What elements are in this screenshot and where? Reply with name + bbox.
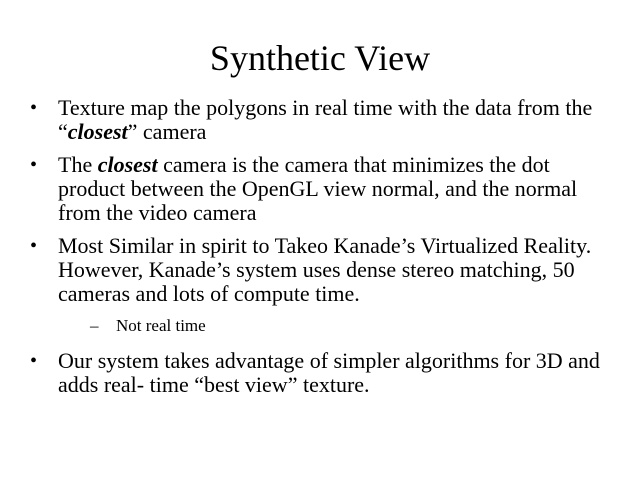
bullet-2-text-after: camera is the camera that minimizes the dot product between the OpenGL view normal, and the normal from the video camera <box>58 152 578 225</box>
bullet-item-3 <box>28 234 608 337</box>
bullet-icon: • <box>30 97 38 119</box>
bullet-1-text-after: ” camera <box>127 119 207 144</box>
dash-icon: – <box>90 316 99 335</box>
bullet-1-emphasis: closest <box>67 119 128 144</box>
bullet-2-emphasis: closest <box>97 152 158 177</box>
bullet-icon: • <box>30 154 38 176</box>
bullet-4-text: Our system takes advantage of simpler algorithms for 3D and adds real- time “best view” texture. <box>58 348 600 397</box>
slide-title: Synthetic View <box>209 38 431 78</box>
bullet-icon: • <box>30 350 38 372</box>
bullet-icon: • <box>30 235 38 257</box>
bullet-1-text-before: Texture map the polygons in real time with the data from the “ <box>58 95 593 144</box>
bullet-list <box>28 96 608 406</box>
bullet-item-2 <box>28 153 608 225</box>
sub-bullet-text: Not real time <box>116 316 206 335</box>
sub-bullet-item <box>58 315 608 337</box>
bullet-item-4 <box>28 349 608 397</box>
bullet-item-1 <box>28 96 608 144</box>
bullet-3-text: Most Similar in spirit to Takeo Kanade’s Virtualized Reality. However, Kanade’s system uses dense stereo matching, 50 cameras and lots of compute time. <box>58 233 592 306</box>
bullet-2-text-before: The <box>58 152 98 177</box>
